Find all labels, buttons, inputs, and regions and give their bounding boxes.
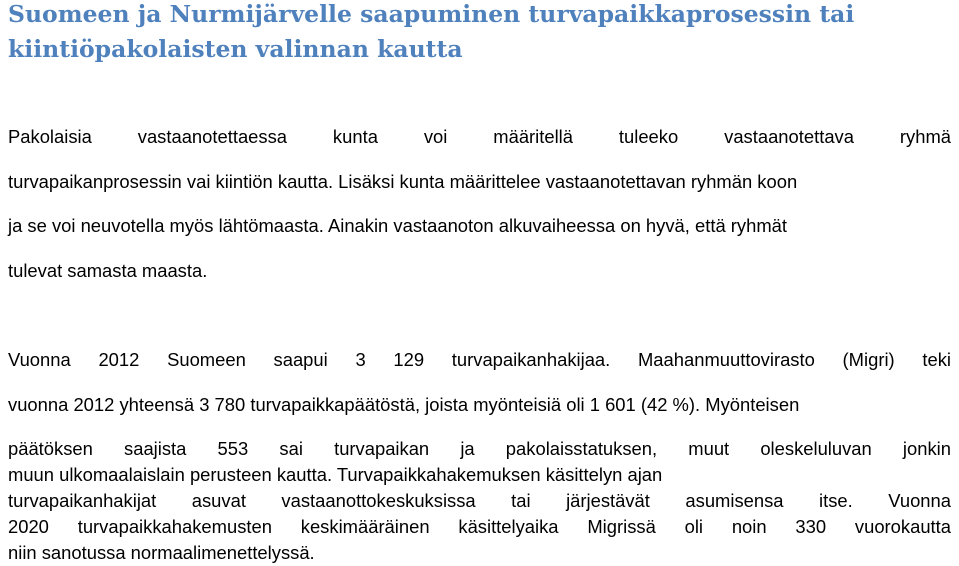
- text-line: Pakolaisia vastaanotettaessa kunta voi määritellä tuleeko vastaanotettava ryhmä: [8, 126, 951, 147]
- paragraph-statistics: [8, 337, 951, 427]
- text-line: turvapaikanhakijat asuvat vastaanottokeskuksissa tai järjestävät asumisensa itse. Vuonna: [8, 490, 951, 511]
- paragraph-intro: [8, 115, 951, 293]
- text-line: tulevat samasta maasta.: [8, 259, 208, 281]
- text-line: 2020 turvapaikkahakemusten keskimääräinen käsittelyaika Migrissä oli noin 330 vuorokautta: [8, 516, 951, 537]
- heading-block: [8, 0, 854, 67]
- text-line: ja se voi neuvotella myös lähtömaasta. Ainakin vastaanoton alkuvaiheessa on hyvä, että ryhmät: [8, 215, 787, 236]
- text-line: vuonna 2012 yhteensä 3 780 turvapaikkapäätöstä, joista myönteisiä oli 1 601 (42 %). Myönteisen: [8, 394, 800, 415]
- document-heading: [8, 0, 854, 67]
- text-line: päätöksen saajista 553 sai turvapaikan ja pakolaisstatuksen, muut oleskeluluvan jonkin: [8, 438, 951, 459]
- text-line: Vuonna 2012 Suomeen saapui 3 129 turvapaikanhakijaa. Maahanmuuttovirasto (Migri) teki: [8, 349, 951, 370]
- heading-line: kiintiöpakolaisten valinnan kautta: [8, 35, 463, 63]
- text-line: niin sanotussa normaalimenettelyssä.: [8, 542, 315, 563]
- heading-line: Suomeen ja Nurmijärvelle saapuminen turvapaikkaprosessin tai: [8, 0, 855, 28]
- paragraph-decisions: [8, 436, 951, 566]
- text-line: turvapaikanprosessin vai kiintiön kautta. Lisäksi kunta määrittelee vastaanotettavan ryhmän koon: [8, 170, 798, 192]
- text-line: muun ulkomaalaislain perusteen kautta. Turvapaikkahakemuksen käsittelyn ajan: [8, 464, 663, 485]
